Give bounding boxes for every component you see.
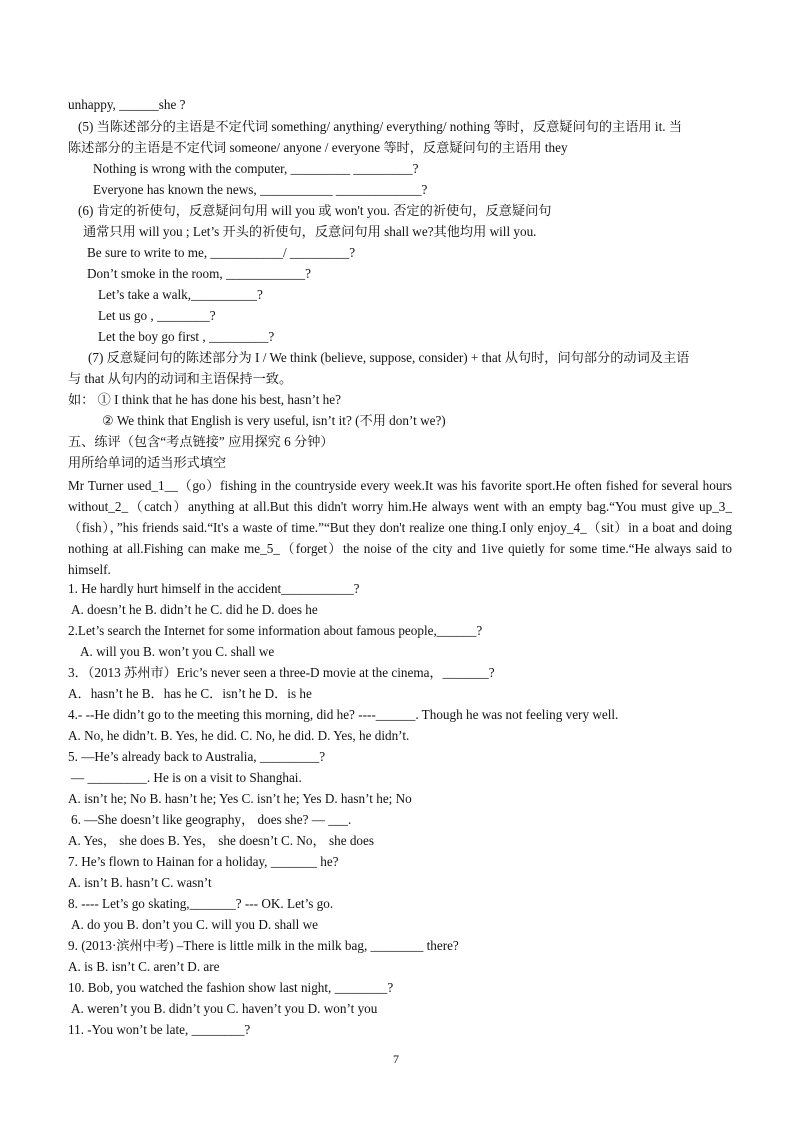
- example-line: Nothing is wrong with the computer, _________ _________?: [93, 161, 419, 176]
- options-line: A. weren’t you B. didn’t you C. haven’t you D. won’t you: [71, 1001, 378, 1016]
- rule-5-line-1: (5) 当陈述部分的主语是不定代词 something/ anything/ everything/ nothing 等时，反意疑问句的主语用 it. 当: [78, 119, 683, 134]
- example-line: Let the boy go first , _________?: [98, 329, 275, 344]
- example-line: Don’t smoke in the room, ____________?: [87, 266, 311, 281]
- cloze-passage: Mr Turner used_1__（go）fishing in the countryside every week.It was his favorite sport.He often fished for several hours without_2_（catch）anything at all.But this didn't worry him.He always went with an empty bag.“You must give up_3_（fish），”his friends said.“It's a waste of time.”“But they don't realize one thing.I only enjoy_4_（sit）in a boat and doing nothing at all.Fishing can make me_5_（forget）the noise of the city and 1ive quietly for some time.“He always said to himself.: [68, 478, 732, 577]
- question-line: 9. (2013·滨州中考) –There is little milk in the milk bag, ________ there?: [68, 938, 459, 953]
- text-line: unhappy, ______she ?: [68, 97, 186, 112]
- example-line: Be sure to write to me, ___________/ _________?: [87, 245, 356, 260]
- section-heading: 五、练评（包含“考点链接” 应用探究 6 分钟）: [68, 434, 334, 449]
- question-line: 1. He hardly hurt himself in the accident___________?: [68, 581, 360, 596]
- options-line: A. do you B. don’t you C. will you D. shall we: [71, 917, 319, 932]
- rule-6-line-2: 通常只用 will you ; Let’s 开头的祈使句，反意问句用 shall we?其他均用 will you.: [83, 224, 537, 239]
- options-line: A．hasn’t he B．has he C．isn’t he D．is he: [68, 686, 312, 701]
- example-line: ② We think that English is very useful, isn’t it? (不用 don’t we?): [102, 413, 446, 428]
- options-line: A. No, he didn’t. B. Yes, he did. C. No, he did. D. Yes, he didn’t.: [68, 728, 410, 743]
- options-line: A. doesn’t he B. didn’t he C. did he D. does he: [71, 602, 318, 617]
- question-line: — _________. He is on a visit to Shanghai.: [71, 770, 302, 785]
- question-line: 2.Let’s search the Internet for some information about famous people,______?: [68, 623, 483, 638]
- question-line: 8. ---- Let’s go skating,_______? --- OK. Let’s go.: [68, 896, 334, 911]
- question-line: 3．（2013 苏州市）Eric’s never seen a three-D movie at the cinema，_______?: [68, 665, 495, 680]
- question-line: 6. —She doesn’t like geography， does she? — ___.: [71, 812, 352, 827]
- rule-7-line-2: 与 that 从句内的动词和主语保持一致。: [68, 371, 293, 386]
- example-line: Everyone has known the news, ___________ _____________?: [93, 182, 428, 197]
- options-line: A. isn’t he; No B. hasn’t he; Yes C. isn’t he; Yes D. hasn’t he; No: [68, 791, 412, 806]
- question-line: 4.- --He didn’t go to the meeting this morning, did he? ----______. Though he was not feeling very well.: [68, 707, 619, 722]
- page-number: 7: [393, 1052, 399, 1066]
- options-line: A. Yes， she does B. Yes， she doesn’t C. No， she does: [68, 833, 375, 848]
- question-line: 11. -You won’t be late, ________?: [68, 1022, 251, 1037]
- question-line: 5. —He’s already back to Australia, _________?: [68, 749, 326, 764]
- question-line: 10. Bob, you watched the fashion show last night, ________?: [68, 980, 394, 995]
- exercise-instruction: 用所给单词的适当形式填空: [68, 455, 227, 470]
- rule-6-line-1: (6) 肯定的祈使句，反意疑问句用 will you 或 won't you. 否定的祈使句，反意疑问句: [78, 203, 552, 218]
- rule-7-line-1: (7) 反意疑问句的陈述部分为 I / We think (believe, suppose, consider) + that 从句时，问句部分的动词及主语: [88, 350, 690, 365]
- example-line: 如： ① I think that he has done his best, hasn’t he?: [68, 392, 341, 407]
- example-line: Let’s take a walk,__________?: [98, 287, 263, 302]
- example-line: Let us go , ________?: [98, 308, 216, 323]
- rule-5-line-2: 陈述部分的主语是不定代词 someone/ anyone / everyone 等时，反意疑问句的主语用 they: [68, 140, 568, 155]
- options-line: A. will you B. won’t you C. shall we: [80, 644, 275, 659]
- question-line: 7. He’s flown to Hainan for a holiday, _______ he?: [68, 854, 339, 869]
- options-line: A. isn’t B. hasn’t C. wasn’t: [68, 875, 212, 890]
- options-line: A. is B. isn’t C. aren’t D. are: [68, 959, 220, 974]
